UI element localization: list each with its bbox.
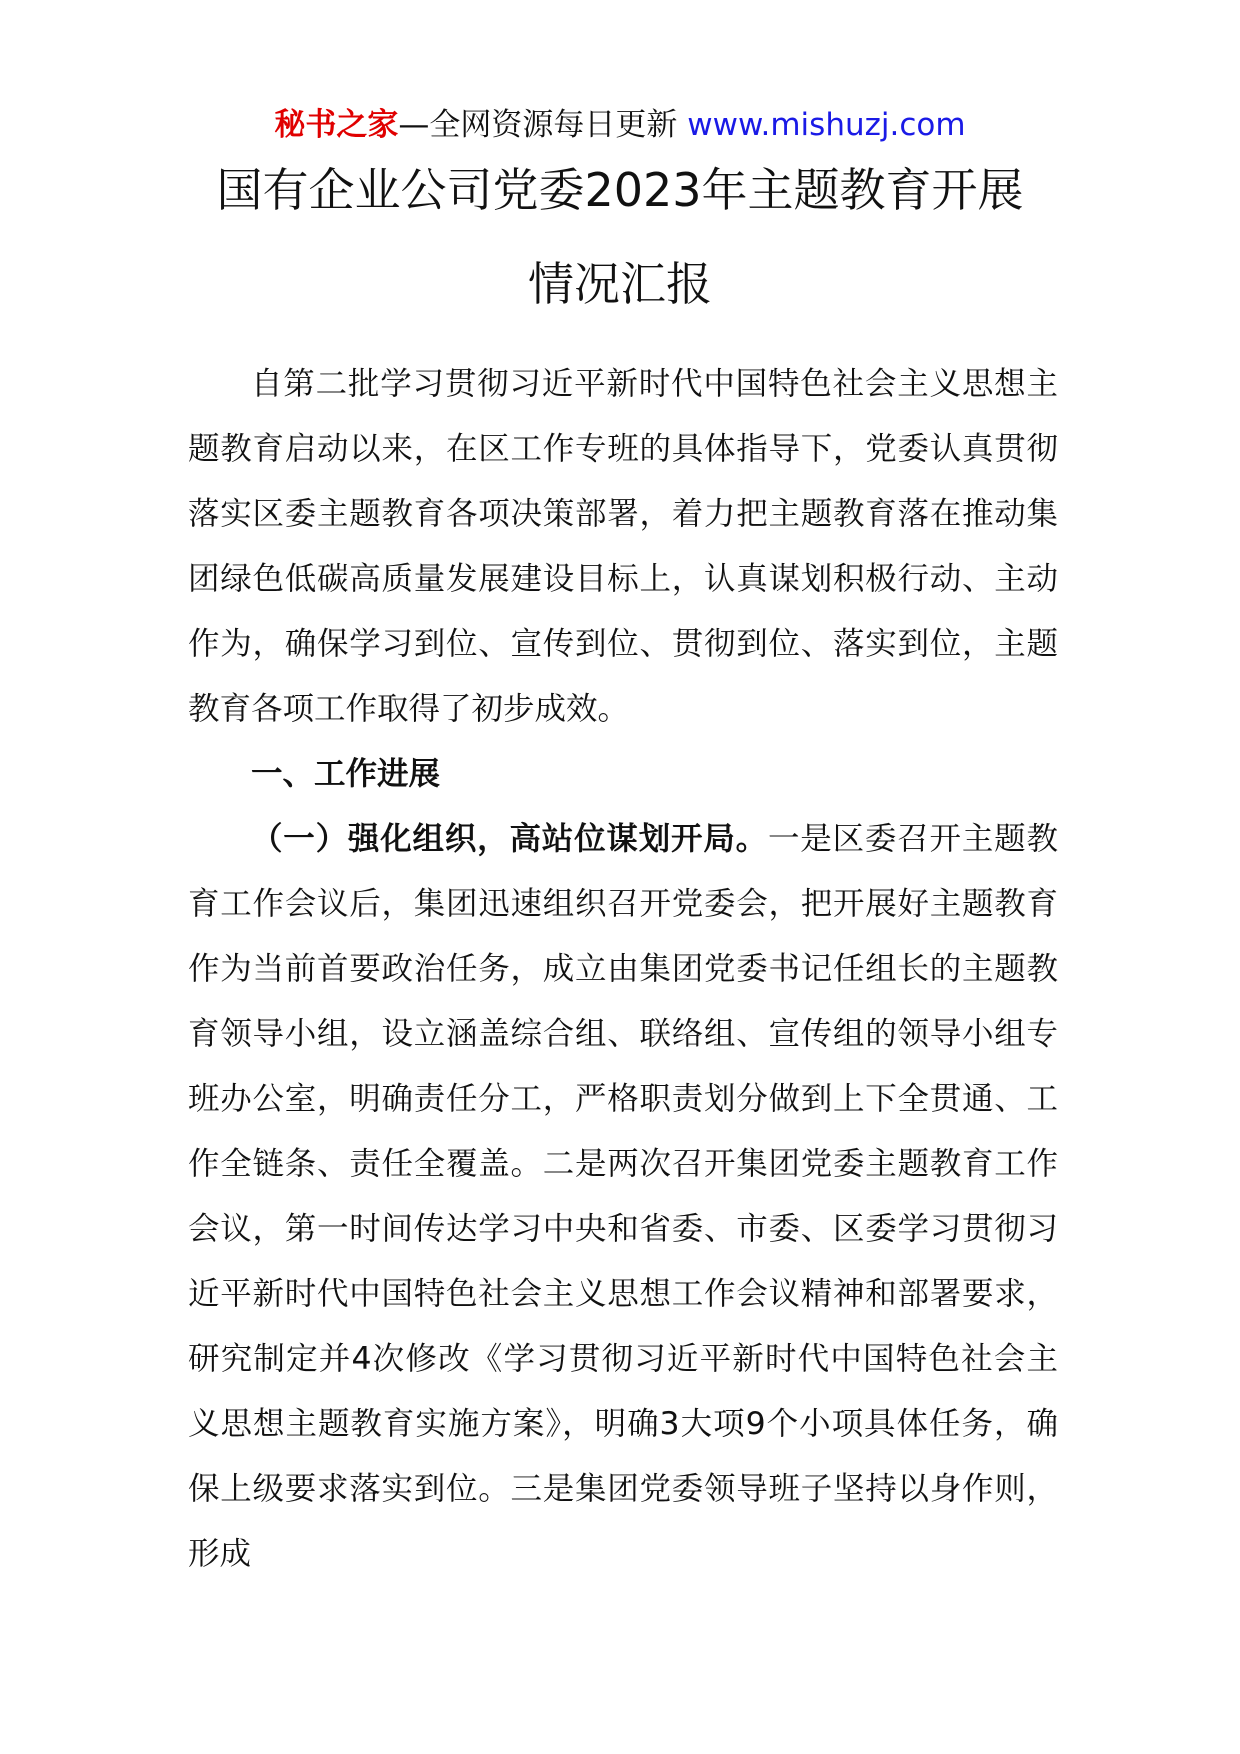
document-title-line-1: 国有企业公司党委2023年主题教育开展	[216, 163, 1024, 217]
site-url-link[interactable]: www.mishuzj.com	[687, 107, 966, 143]
section-heading: 一、工作进展	[251, 756, 441, 792]
document-body	[188, 352, 1058, 1587]
header-tagline: —全网资源每日更新	[398, 107, 678, 143]
subsection-paragraph	[188, 807, 1058, 1587]
subsection-body: 一是区委召开主题教育工作会议后，集团迅速组织召开党委会，把开展好主题教育作为当前首要政治任务，成立由集团党委书记任组长的主题教育领导小组，设立涵盖综合组、联络组、宣传组的领导小组专班办公室，明确责任分工，严格职责划分做到上下全贯通、工作全链条、责任全覆盖。二是两次召开集团党委主题教育工作会议，第一时间传达学习中央和省委、市委、区委学习贯彻习近平新时代中国特色社会主义思想工作会议精神和部署要求，研究制定并4次修改《学习贯彻习近平新时代中国特色社会主义思想主题教育实施方案》，明确3大项9个小项具体任务，确保上级要求落实到位。三是集团党委领导班子坚持以身作则，形成	[188, 821, 1058, 1572]
subsection-lead: （一）强化组织，高站位谋划开局。	[251, 821, 768, 857]
document-title-line-2: 情况汇报	[528, 257, 712, 311]
brand-name: 秘书之家	[274, 107, 399, 143]
intro-paragraph: 自第二批学习贯彻习近平新时代中国特色社会主义思想主题教育启动以来，在区工作专班的具体指导下，党委认真贯彻落实区委主题教育各项决策部署，着力把主题教育落在推动集团绿色低碳高质量发展建设目标上，认真谋划积极行动、主动作为，确保学习到位、宣传到位、贯彻到位、落实到位，主题教育各项工作取得了初步成效。	[188, 366, 1058, 727]
watermark-header	[0, 103, 1240, 147]
